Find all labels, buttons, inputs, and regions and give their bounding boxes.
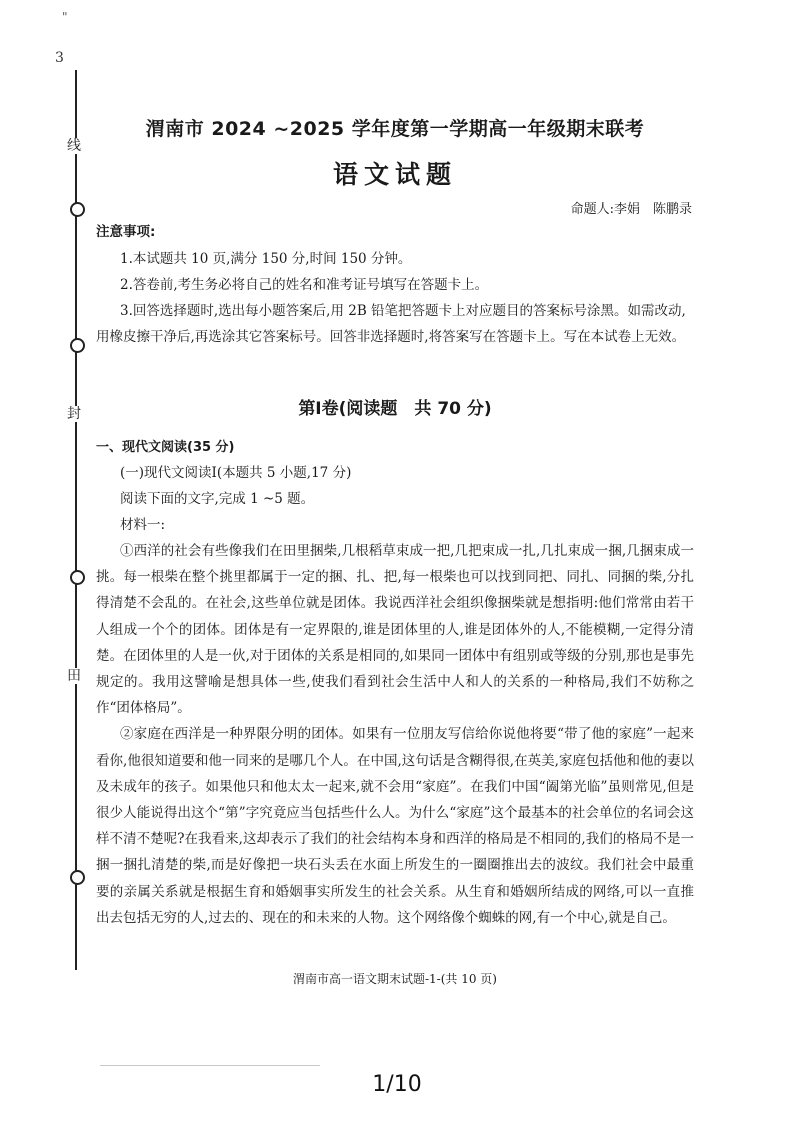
part-heading: 一、现代文阅读(35 分) [96, 440, 235, 455]
instruction: 阅读下面的文字,完成 1 ~5 题。 [120, 491, 315, 507]
notes-heading: 注意事项: [96, 224, 156, 240]
authors: 命题人:李娟 陈鹏录 [570, 202, 692, 217]
binding-mark-feng: 封 [67, 406, 81, 422]
exam-title: 渭南市 2024 ~2025 学年度第一学期高一年级期末联考 [145, 118, 645, 140]
note-item: 2.答卷前,考生务必将自己的姓名和准考证号填写在答题卡上。 [120, 277, 489, 293]
subject-title: 语文试题 [332, 160, 457, 189]
notes-list [96, 246, 694, 350]
reading-passage [96, 538, 694, 931]
binding-mark-tian: 田 [67, 668, 81, 684]
section-title: 第Ⅰ卷(阅读题 共 70 分) [298, 399, 492, 419]
binding-hole [70, 338, 85, 353]
material-label: 材料一: [120, 517, 166, 533]
page-number: 1/10 [372, 1072, 422, 1097]
reading-intro [96, 460, 694, 538]
binding-hole [70, 870, 85, 885]
binding-mark-xian: 线 [67, 138, 81, 154]
note-item: 1.本试题共 10 页,满分 150 分,时间 150 分钟。 [120, 251, 412, 267]
note-item: 3.回答选择题时,选出每小题答案后,用 2B 铅笔把答题卡上对应题目的答案标号涂黑。如需改动,用橡皮擦干净后,再选涂其它答案标号。回答非选择题时,将答案写在答题卡上。写在本试卷上无效。 [96, 303, 686, 345]
binding-hole [70, 570, 85, 585]
sub-heading: (一)现代文阅读Ⅰ(本题共 5 小题,17 分) [120, 465, 352, 481]
page-footer: 渭南市高一语文期末试题-1-(共 10 页) [292, 972, 497, 986]
binding-line [62, 70, 90, 1050]
passage-paragraph: ②家庭在西洋是一种界限分明的团体。如果有一位朋友写信给你说他将要“带了他的家庭”一起来看你,他很知道要和他一同来的是哪几个人。在中国,这句话是含糊得很,在英美,家庭包括他和他的妻以及未成年的孩子。如果他只和他太太一起来,就不会用“家庭”。在我们中国“阖第光临”虽则常见,但是很少人能说得出这个“第”字究竟应当包括些什么人。为什么“家庭”这个最基本的社会单位的名词会这样不清不楚呢?在我看来,这却表示了我们的社会结构本身和西洋的格局是不相同的,我们的格局不是一捆一捆扎清楚的柴,而是好像把一块石头丢在水面上所发生的一圈圈推出去的波纹。我们社会中最重要的亲属关系就是根据生育和婚姻事实所发生的社会关系。从生育和婚姻所结成的网络,可以一直推出去包括无穷的人,过去的、现在的和未来的人物。这个网络像个蜘蛛的网,有一个中心,就是自己。 [96, 726, 694, 926]
margin-top-mark: 3 [55, 50, 64, 66]
binding-hole [70, 202, 85, 217]
passage-paragraph: ①西洋的社会有些像我们在田里捆柴,几根稻草束成一把,几把束成一扎,几扎束成一捆,几捆束成一挑。每一根柴在整个挑里都属于一定的捆、扎、把,每一根柴也可以找到同把、同扎、同捆的柴,分扎得清楚不会乱的。在社会,这些单位就是团体。我说西洋社会组织像捆柴就是想指明:他们常常由若干人组成一个个的团体。团体是有一定界限的,谁是团体里的人,谁是团体外的人,不能模糊,一定得分清楚。在团体里的人是一伙,对于团体的关系是相同的,如果同一团体中有组别或等级的分别,那也是事先规定的。我用这譬喻是想具体一些,使我们看到社会生活中人和人的关系的一种格局,我们不妨称之作“团体格局”。 [96, 543, 694, 717]
corner-mark: " [62, 10, 68, 24]
scan-artifact [100, 1065, 320, 1066]
